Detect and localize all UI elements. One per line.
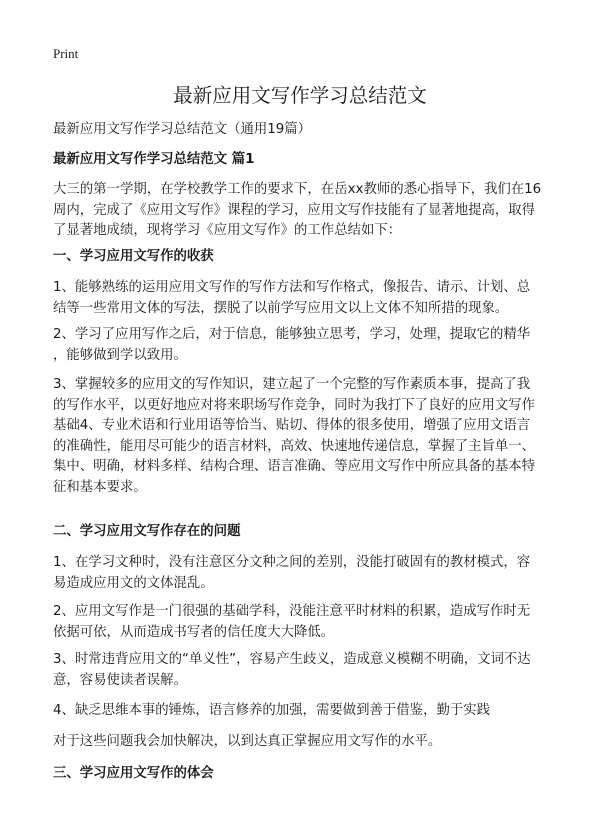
- line: 2、应用文写作是一门很强的基础学科，没能注意平时材料的积累，造成写作时无: [53, 604, 531, 619]
- line: 3、时常违背应用文的“单义性”，容易产生歧义，造成意义模糊不明确，文词不达: [53, 652, 531, 667]
- line: 了显著地成绩，现将学习《应用文写作》的工作总结如下：: [53, 223, 402, 238]
- section-heading: 二、学习应用文写作存在的问题: [53, 524, 241, 539]
- article-heading: 最新应用文写作学习总结范文 篇1: [53, 152, 255, 167]
- line: 意，容易使读者误解。: [53, 672, 187, 688]
- line: 1、在学习文种时，没有注意区分文种之间的差别，没能打破固有的教材模式，容: [53, 555, 531, 570]
- line: 1、能够熟练的运用应用文写作的写作方法和写作格式，像报告、请示、计划、总: [53, 280, 531, 295]
- line: 大三的第一学期，在学校教学工作的要求下，在岳xx教师的悉心指导下，我们在16: [53, 182, 542, 197]
- paragraph: [53, 701, 553, 722]
- line: 的准确性，能用尽可能少的语言材料，高效、快速地传递信息，掌握了主旨单一、: [53, 438, 536, 454]
- paragraph: [53, 325, 553, 366]
- paragraph: [53, 602, 553, 643]
- paragraph: [53, 278, 553, 319]
- page-title: 最新应用文写作学习总结范文: [173, 84, 427, 107]
- intro-paragraph: [53, 180, 553, 242]
- line: 征和基本要求。: [53, 479, 147, 495]
- line: 周内，完成了《应用文写作》课程的学习，应用文写作技能有了显著地提高，取得: [53, 202, 536, 218]
- paragraph: [53, 553, 553, 594]
- line: 的写作水平，以更好地应对将来职场写作竞争，同时为我打下了良好的应用文写作: [53, 397, 536, 413]
- print-link[interactable]: Print: [53, 46, 79, 61]
- line: 4、缺乏思维本事的锤炼，语言修养的加强，需要做到善于借鉴，勤于实践: [53, 703, 491, 718]
- line: 基础4、专业术语和行业用语等恰当、贴切、得体的很多使用，增强了应用文语言: [53, 418, 531, 433]
- section-heading: 一、学习应用文写作的收获: [53, 249, 214, 264]
- line: 依据可依，从而造成书写者的信任度大大降低。: [53, 624, 335, 640]
- subtitle: 最新应用文写作学习总结范文（通用19篇）: [53, 122, 312, 137]
- paragraph: [53, 650, 553, 691]
- line: 易造成应用文的文体混乱。: [53, 575, 214, 591]
- line: ，能够做到学以致用。: [53, 347, 187, 363]
- line: 3、掌握较多的应用文的写作知识，建立起了一个完整的写作素质本事，提高了我: [53, 377, 531, 392]
- paragraph: [53, 375, 553, 498]
- section-heading: 三、学习应用文写作的体会: [53, 766, 214, 781]
- line: 2、学习了应用写作之后，对于信息，能够独立思考，学习，处理，提取它的精华: [53, 327, 531, 342]
- conclusion-paragraph: 对于这些问题我会加快解决，以到达真正掌握应用文写作的水平。: [53, 734, 442, 749]
- line: 结等一些常用文体的写法，摆脱了以前学写应用文以上文体不知所措的现象。: [53, 300, 509, 316]
- line: 集中、明确，材料多样、结构合理、语言准确、等应用文写作中所应具备的基本特: [53, 459, 536, 474]
